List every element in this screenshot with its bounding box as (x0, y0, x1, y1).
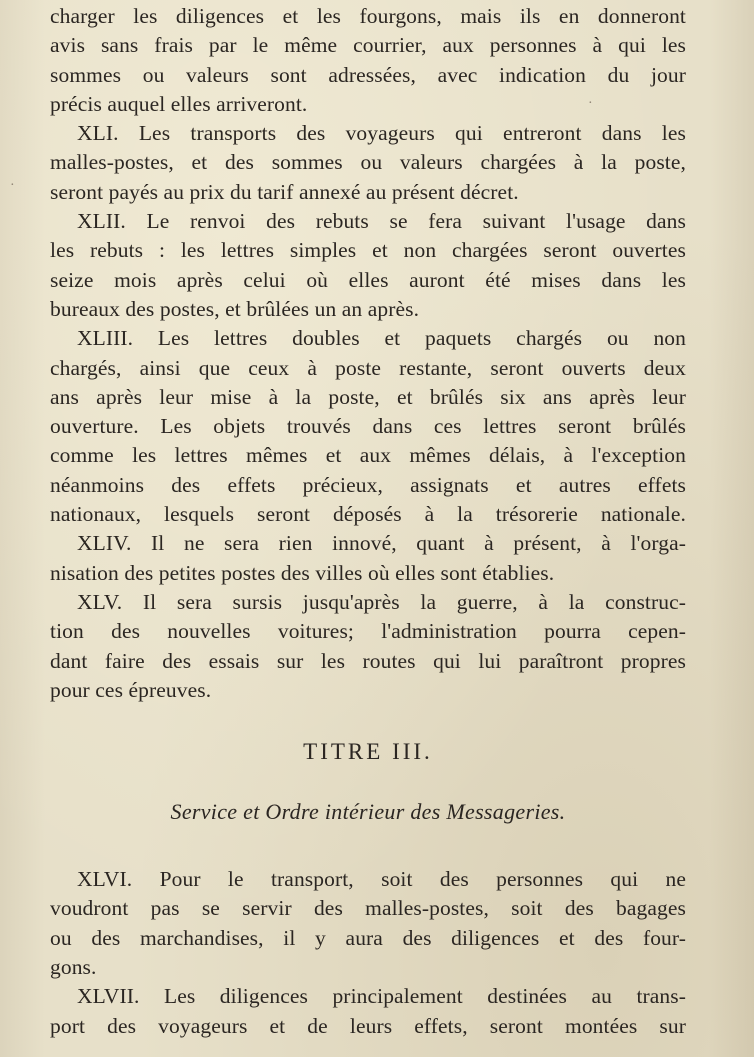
article-xliii-start: XLIII. Les lettres doubles et paquets chargés ou non (77, 326, 686, 351)
text-line: seront payés au prix du tarif annexé au présent décret. (50, 179, 519, 204)
text-line: bureaux des postes, et brûlées un an après. (50, 296, 420, 321)
text-line: avis sans frais par le même courrier, aux personnes à qui les (50, 33, 686, 58)
text-line: chargés, ainsi que ceux à poste restante, seront ouverts deux (50, 355, 686, 380)
article-xlvi-start: XLVI. Pour le transport, soit des personnes qui ne (77, 867, 686, 892)
text-line: ou des marchandises, il y aura des diligences et des four- (50, 925, 686, 950)
text-line: gons. (50, 955, 97, 980)
text-line: port des voyageurs et de leurs effets, seront montées sur (50, 1013, 686, 1038)
text-line: ans après leur mise à la poste, et brûlés six ans après leur (50, 384, 686, 409)
text-line: néanmoins des effets précieux, assignats et autres effets (50, 472, 686, 497)
text-line: malles-postes, et des sommes ou valeurs chargées à la poste, (50, 150, 686, 175)
spacer (50, 705, 686, 737)
text-line: ouverture. Les objets trouvés dans ces lettres seront brûlés (50, 414, 686, 439)
text-line: précis auquel elles arriveront. (50, 91, 308, 116)
article-xliv-start: XLIV. Il ne sera rien innové, quant à présent, à l'orga- (77, 531, 686, 556)
text-line: sommes ou valeurs sont adressées, avec indication du jour (50, 62, 686, 87)
text-line: comme les lettres mêmes et aux mêmes délais, à l'exception (50, 443, 686, 468)
section-subtitle: Service et Ordre intérieur des Messageries. (170, 799, 566, 825)
text-line: dant faire des essais sur les routes qui lui paraîtront propres (50, 648, 686, 673)
text-line: seize mois après celui où elles auront été mises dans les (50, 267, 686, 292)
text-line: pour ces épreuves. (50, 677, 212, 702)
article-xlii-start: XLII. Le renvoi des rebuts se fera suivant l'usage dans (77, 209, 686, 234)
text-line: charger les diligences et les fourgons, mais ils en donneront (50, 4, 686, 28)
spacer (50, 767, 686, 797)
text-line: les rebuts : les lettres simples et non chargées seront ouvertes (50, 238, 686, 263)
article-xli-start: XLI. Les transports des voyageurs qui entreront dans les (77, 121, 686, 146)
article-xlv-start: XLV. Il sera sursis jusqu'après la guerre, à la construc- (77, 589, 686, 614)
text-line: nationaux, lesquels seront déposés à la trésorerie nationale. (50, 502, 686, 527)
text-column (50, 2, 686, 1041)
article-xlvii-start: XLVII. Les diligences principalement destinées au trans- (77, 984, 686, 1009)
text-line: tion des nouvelles voitures; l'administration pourra cepen- (50, 619, 686, 644)
text-line: nisation des petites postes des villes où elles sont établies. (50, 560, 555, 585)
spacer (50, 827, 686, 865)
paper-speck: · (588, 96, 593, 111)
paper-speck: · (10, 178, 15, 193)
section-title: TITRE III. (303, 739, 433, 765)
text-line: voudront pas se servir des malles-postes, soit des bagages (50, 896, 686, 921)
